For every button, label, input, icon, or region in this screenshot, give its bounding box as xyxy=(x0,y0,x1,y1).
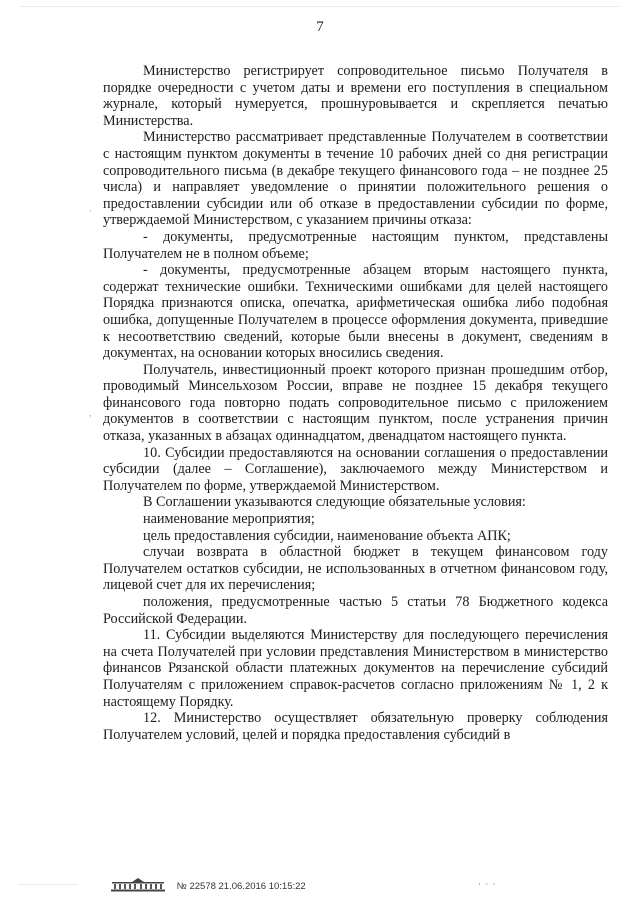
margin-mark: , xyxy=(89,408,92,418)
paragraph-review: Министерство рассматривает представленные Получателем в соответствии с настоящим пунктом документы в течение 10 рабочих дней со дня регистрации сопроводительного письма (в декабре текущего финансового года – не позднее 25 числа) и направляет уведомление о принятии положительного решения о предоставлении субсидии или об отказе в предоставлении субсидии по форме, утверждаемой Министерством, с указанием причины отказа: xyxy=(103,129,608,229)
paragraph-refusal-reason-1: - документы, предусмотренные настоящим пунктом, представлены Получателем не в полном объеме; xyxy=(103,228,608,262)
paragraph-condition-event: наименование мероприятия; xyxy=(143,511,315,528)
building-logo-icon xyxy=(110,878,166,895)
scan-edge-line xyxy=(18,884,78,885)
document-footer xyxy=(110,878,306,894)
paragraph-condition-purpose: цель предоставления субсидии, наименование объекта АПК; xyxy=(143,527,511,544)
corner-mark: · · · xyxy=(478,879,497,889)
document-registration-info: № 22578 21.06.2016 10:15:22 xyxy=(176,881,306,892)
paragraph-item-10: 10. Субсидии предоставляются на основании соглашения о предоставлении субсидии (далее – Соглашение), заключаемого между Министерством и Получателем по форме, утверждаемой Министерством. xyxy=(103,444,608,494)
margin-mark: · xyxy=(89,206,92,216)
paragraph-condition-refund: случаи возврата в областной бюджет в текущем финансовом году Получателем остатков субсидии, не использованных в отчетном финансовом году, лицевой счет для их перечисления; xyxy=(103,544,608,594)
page-number: 7 xyxy=(316,19,324,35)
paragraph-resubmission: Получатель, инвестиционный проект которого признан прошедшим отбор, проводимый Минсельхозом России, вправе не позднее 15 декабря текущего финансового года повторно подать сопроводительное письмо с приложением документов в соответствии с настоящим пунктом, после устранения причин отказа, указанных в абзацах одиннадцатом, двенадцатом настоящего пункта. xyxy=(103,361,608,445)
scan-top-edge xyxy=(20,6,620,10)
paragraph-item-12: 12. Министерство осуществляет обязательную проверку соблюдения Получателем условий, целей и порядка предоставления субсидий в xyxy=(103,710,608,743)
paragraph-refusal-reason-2: - документы, предусмотренные абзацем вторым настоящего пункта, содержат технические ошибки. Техническими ошибками для целей настоящего Порядка признаются описка, опечатка, арифметическая ошибка либо подобная ошибка, допущенные Получателем в процессе оформления документа, приведшие к несоответствию сведений, которые были внесены в документ, сведениям в документах, на основании которых вносились сведения. xyxy=(103,262,608,362)
paragraph-agreement-conditions: В Соглашении указываются следующие обязательные условия: xyxy=(143,494,526,511)
paragraph-item-11: 11. Субсидии выделяются Министерству для последующего перечисления на счета Получателей при условии представления Министерством в министерство финансов Рязанской области платежных документов на перечисление субсидий Получателям с приложением справок-расчетов согласно приложениям № 1, 2 к настоящему Порядку. xyxy=(103,627,608,710)
paragraph-registration: Министерство регистрирует сопроводительное письмо Получателя в порядке очередности с учетом даты и времени его поступления в специальном журнале, который нумеруется, прошнуровывается и скрепляется печатью Министерства. xyxy=(103,63,608,129)
paragraph-condition-budget-code: положения, предусмотренные частью 5 статьи 78 Бюджетного кодекса Российской Федерации. xyxy=(103,594,608,627)
document-body xyxy=(103,63,608,743)
